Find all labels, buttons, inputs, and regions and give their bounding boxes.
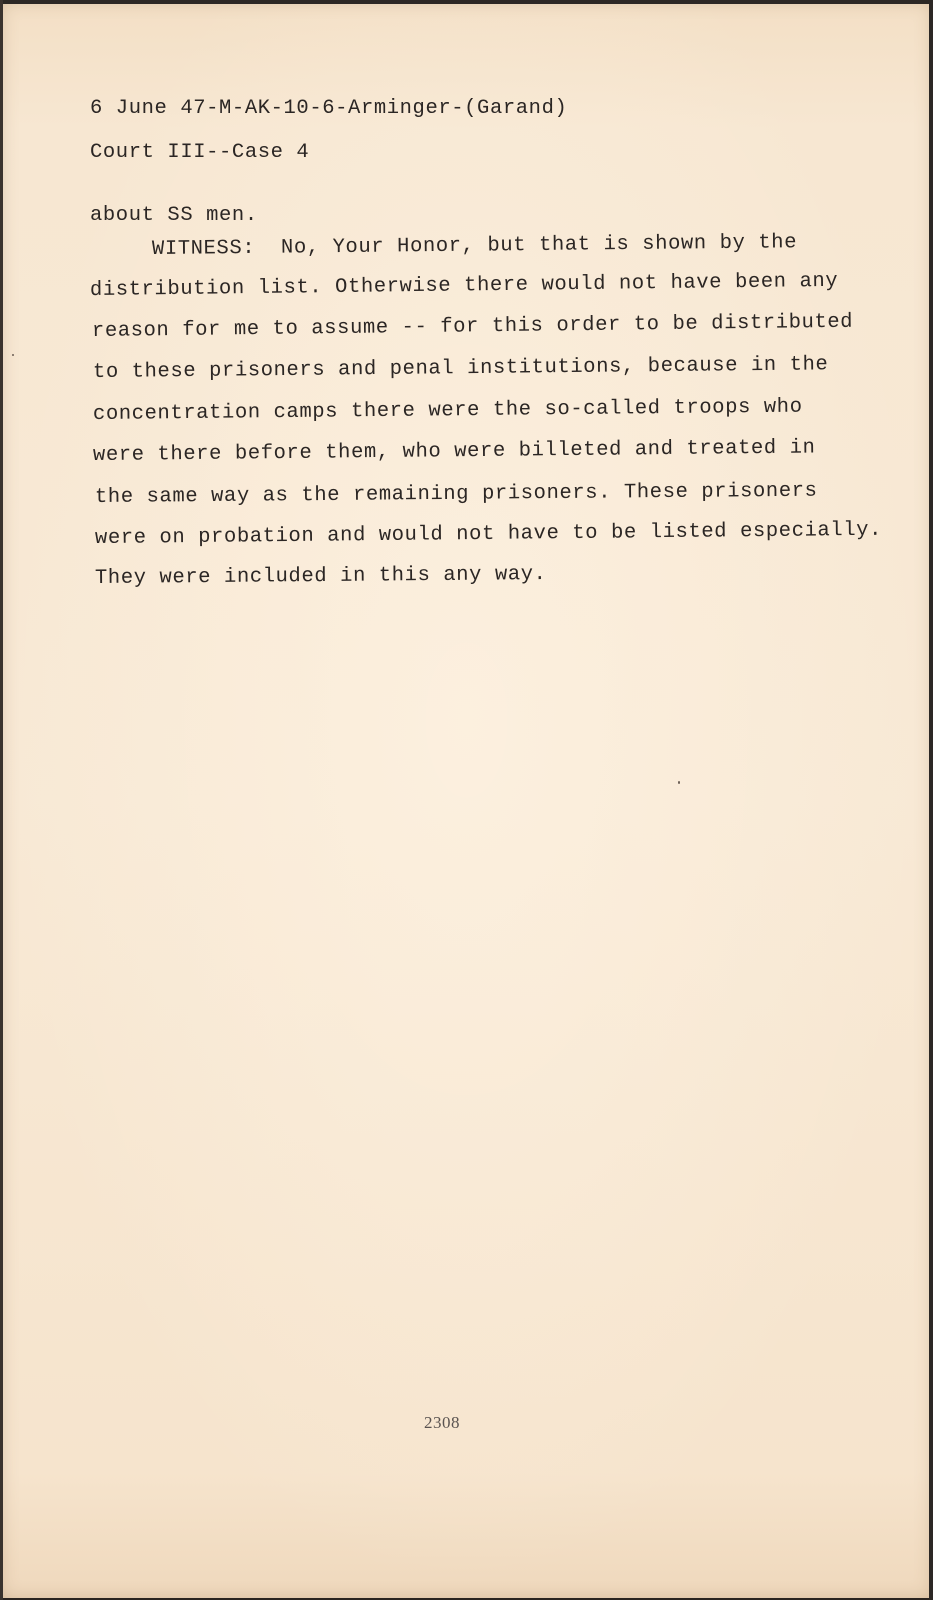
body-line: They were included in this any way. bbox=[94, 563, 547, 590]
header-court-case: Court III--Case 4 bbox=[90, 141, 310, 164]
body-line: distribution list. Otherwise there would not have been any bbox=[89, 269, 839, 302]
paper-speck bbox=[678, 781, 680, 784]
body-line: the same way as the remaining prisoners. These prisoners bbox=[94, 479, 818, 509]
body-line: about SS men. bbox=[90, 204, 258, 227]
body-line: were on probation and would not have to be listed especially. bbox=[94, 518, 883, 550]
body-line: to these prisoners and penal institutions, because in the bbox=[92, 353, 829, 384]
body-line: WITNESS: No, Your Honor, but that is shown by the bbox=[151, 231, 798, 261]
scan-border-right bbox=[929, 0, 933, 1600]
scan-border-top bbox=[0, 0, 933, 4]
header-case-reference: 6 June 47-M-AK-10-6-Arminger-(Garand) bbox=[90, 97, 568, 120]
scan-border-left bbox=[0, 0, 3, 1600]
paper-speck bbox=[12, 354, 14, 356]
body-line: were there before them, who were billeted and treated in bbox=[92, 436, 816, 467]
page-number: 2308 bbox=[424, 1413, 460, 1432]
body-line: concentration camps there were the so-called troops who bbox=[92, 395, 803, 426]
body-line: reason for me to assume -- for this order to be distributed bbox=[91, 310, 854, 343]
